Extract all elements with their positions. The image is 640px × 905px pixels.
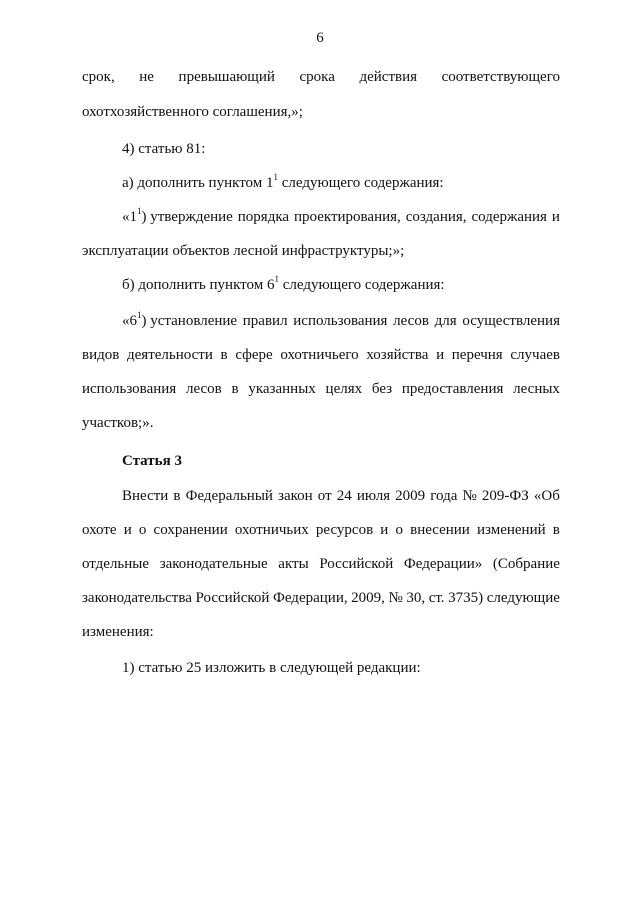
text-line-1 (82, 68, 560, 86)
word: и (551, 209, 560, 225)
word: лесов (185, 381, 222, 397)
text-line-13 (82, 521, 560, 539)
word: (Собрание (492, 556, 560, 572)
text-part: а) дополнить пунктом 1 (122, 175, 274, 191)
word: 30, (406, 590, 426, 606)
word: действия (359, 69, 418, 85)
word: Российской (319, 556, 394, 572)
word: создания, (405, 209, 467, 225)
word: без (371, 381, 393, 397)
text-line-12 (122, 487, 560, 505)
text-line-3: 4) статью 81: (122, 141, 206, 157)
word: предоставления (401, 381, 504, 397)
word: Федерации, (273, 590, 348, 606)
word: сфере (235, 347, 273, 363)
word (122, 312, 237, 330)
word: лесов (393, 313, 429, 329)
word: внесении (410, 522, 470, 538)
page-number: 6 (316, 30, 324, 46)
word: не (139, 69, 154, 85)
text-line-8 (122, 312, 560, 330)
word: ст. (428, 590, 445, 606)
word: осуществления (462, 313, 560, 329)
word: изменений (476, 522, 546, 538)
word: случаев (510, 347, 560, 363)
word: использования (293, 313, 388, 329)
word: акты (278, 556, 309, 572)
word: отдельные (82, 556, 150, 572)
word: № (462, 488, 477, 504)
word: и (380, 522, 389, 538)
text-line-10 (82, 380, 560, 398)
text-part: следующего содержания: (278, 277, 445, 293)
word: о (138, 522, 147, 538)
text-line-17: 1) статью 25 изложить в следующей редакции: (122, 660, 421, 676)
text-part: «6 (122, 313, 137, 329)
word: 2009, (351, 590, 385, 606)
word (122, 208, 233, 226)
superscript: 1 (137, 310, 142, 320)
word: о (395, 522, 403, 538)
word: срока (299, 69, 335, 85)
article-heading: Статья 3 (122, 453, 182, 469)
text-part: следующего содержания: (278, 175, 444, 191)
text-line-5 (122, 208, 560, 226)
word: в (231, 381, 239, 397)
word: содержания (471, 209, 547, 225)
word: правил (242, 313, 288, 329)
word: 3735) (448, 590, 484, 606)
superscript: 1 (274, 274, 279, 284)
word: Внести (122, 488, 169, 504)
word: лесных (513, 381, 560, 397)
word: года (430, 488, 458, 504)
word: закон (278, 488, 313, 504)
word: и (123, 522, 132, 538)
text-part: «1 (122, 209, 137, 225)
word: Российской (195, 590, 270, 606)
word: порядка (237, 209, 290, 225)
word: в (552, 522, 560, 538)
superscript: 1 (137, 206, 142, 216)
word: «Об (533, 488, 560, 504)
text-line-6: эксплуатации объектов лесной инфраструктуры;»; (82, 243, 405, 259)
word: законодательства (82, 590, 192, 606)
word: соответствующего (441, 69, 560, 85)
text-line-2: охотхозяйственного соглашения,»; (82, 104, 303, 120)
word: деятельности (127, 347, 213, 363)
word: срок, (82, 69, 115, 85)
word: целях (325, 381, 363, 397)
word: использования (82, 381, 177, 397)
text-line-15 (82, 589, 560, 607)
word: указанных (248, 381, 316, 397)
text-part: ) установление (141, 313, 238, 329)
word: 209-ФЗ (481, 488, 529, 504)
word: охоте (82, 522, 117, 538)
word: № (388, 590, 403, 606)
word: законодательные (159, 556, 268, 572)
word: июля (356, 488, 391, 504)
word: от (317, 488, 332, 504)
word: в (220, 347, 228, 363)
word: в (173, 488, 181, 504)
text-line-9 (82, 346, 560, 364)
word: сохранении (153, 522, 228, 538)
text-line-4 (122, 174, 560, 192)
word: 2009 (395, 488, 426, 504)
word: и (436, 347, 445, 363)
word: Федерации» (403, 556, 483, 572)
superscript: 1 (273, 172, 279, 182)
text-line-11: участков;». (82, 415, 154, 431)
word: для (434, 313, 457, 329)
word: хозяйства (366, 347, 429, 363)
text-line-7 (122, 276, 560, 294)
word: перечня (451, 347, 503, 363)
word: ресурсов (315, 522, 374, 538)
text-part: ) утверждение (141, 209, 233, 225)
word: превышающий (178, 69, 275, 85)
text-line-16: изменения: (82, 624, 154, 640)
word: проектирования, (293, 209, 401, 225)
text-part: б) дополнить пунктом 6 (122, 277, 275, 293)
word: охотничьих (234, 522, 309, 538)
word: видов (82, 347, 120, 363)
word: Федеральный (185, 488, 273, 504)
word: следующие (486, 590, 560, 606)
word: 24 (336, 488, 352, 504)
text-line-14 (82, 555, 560, 573)
word: охотничьего (280, 347, 359, 363)
